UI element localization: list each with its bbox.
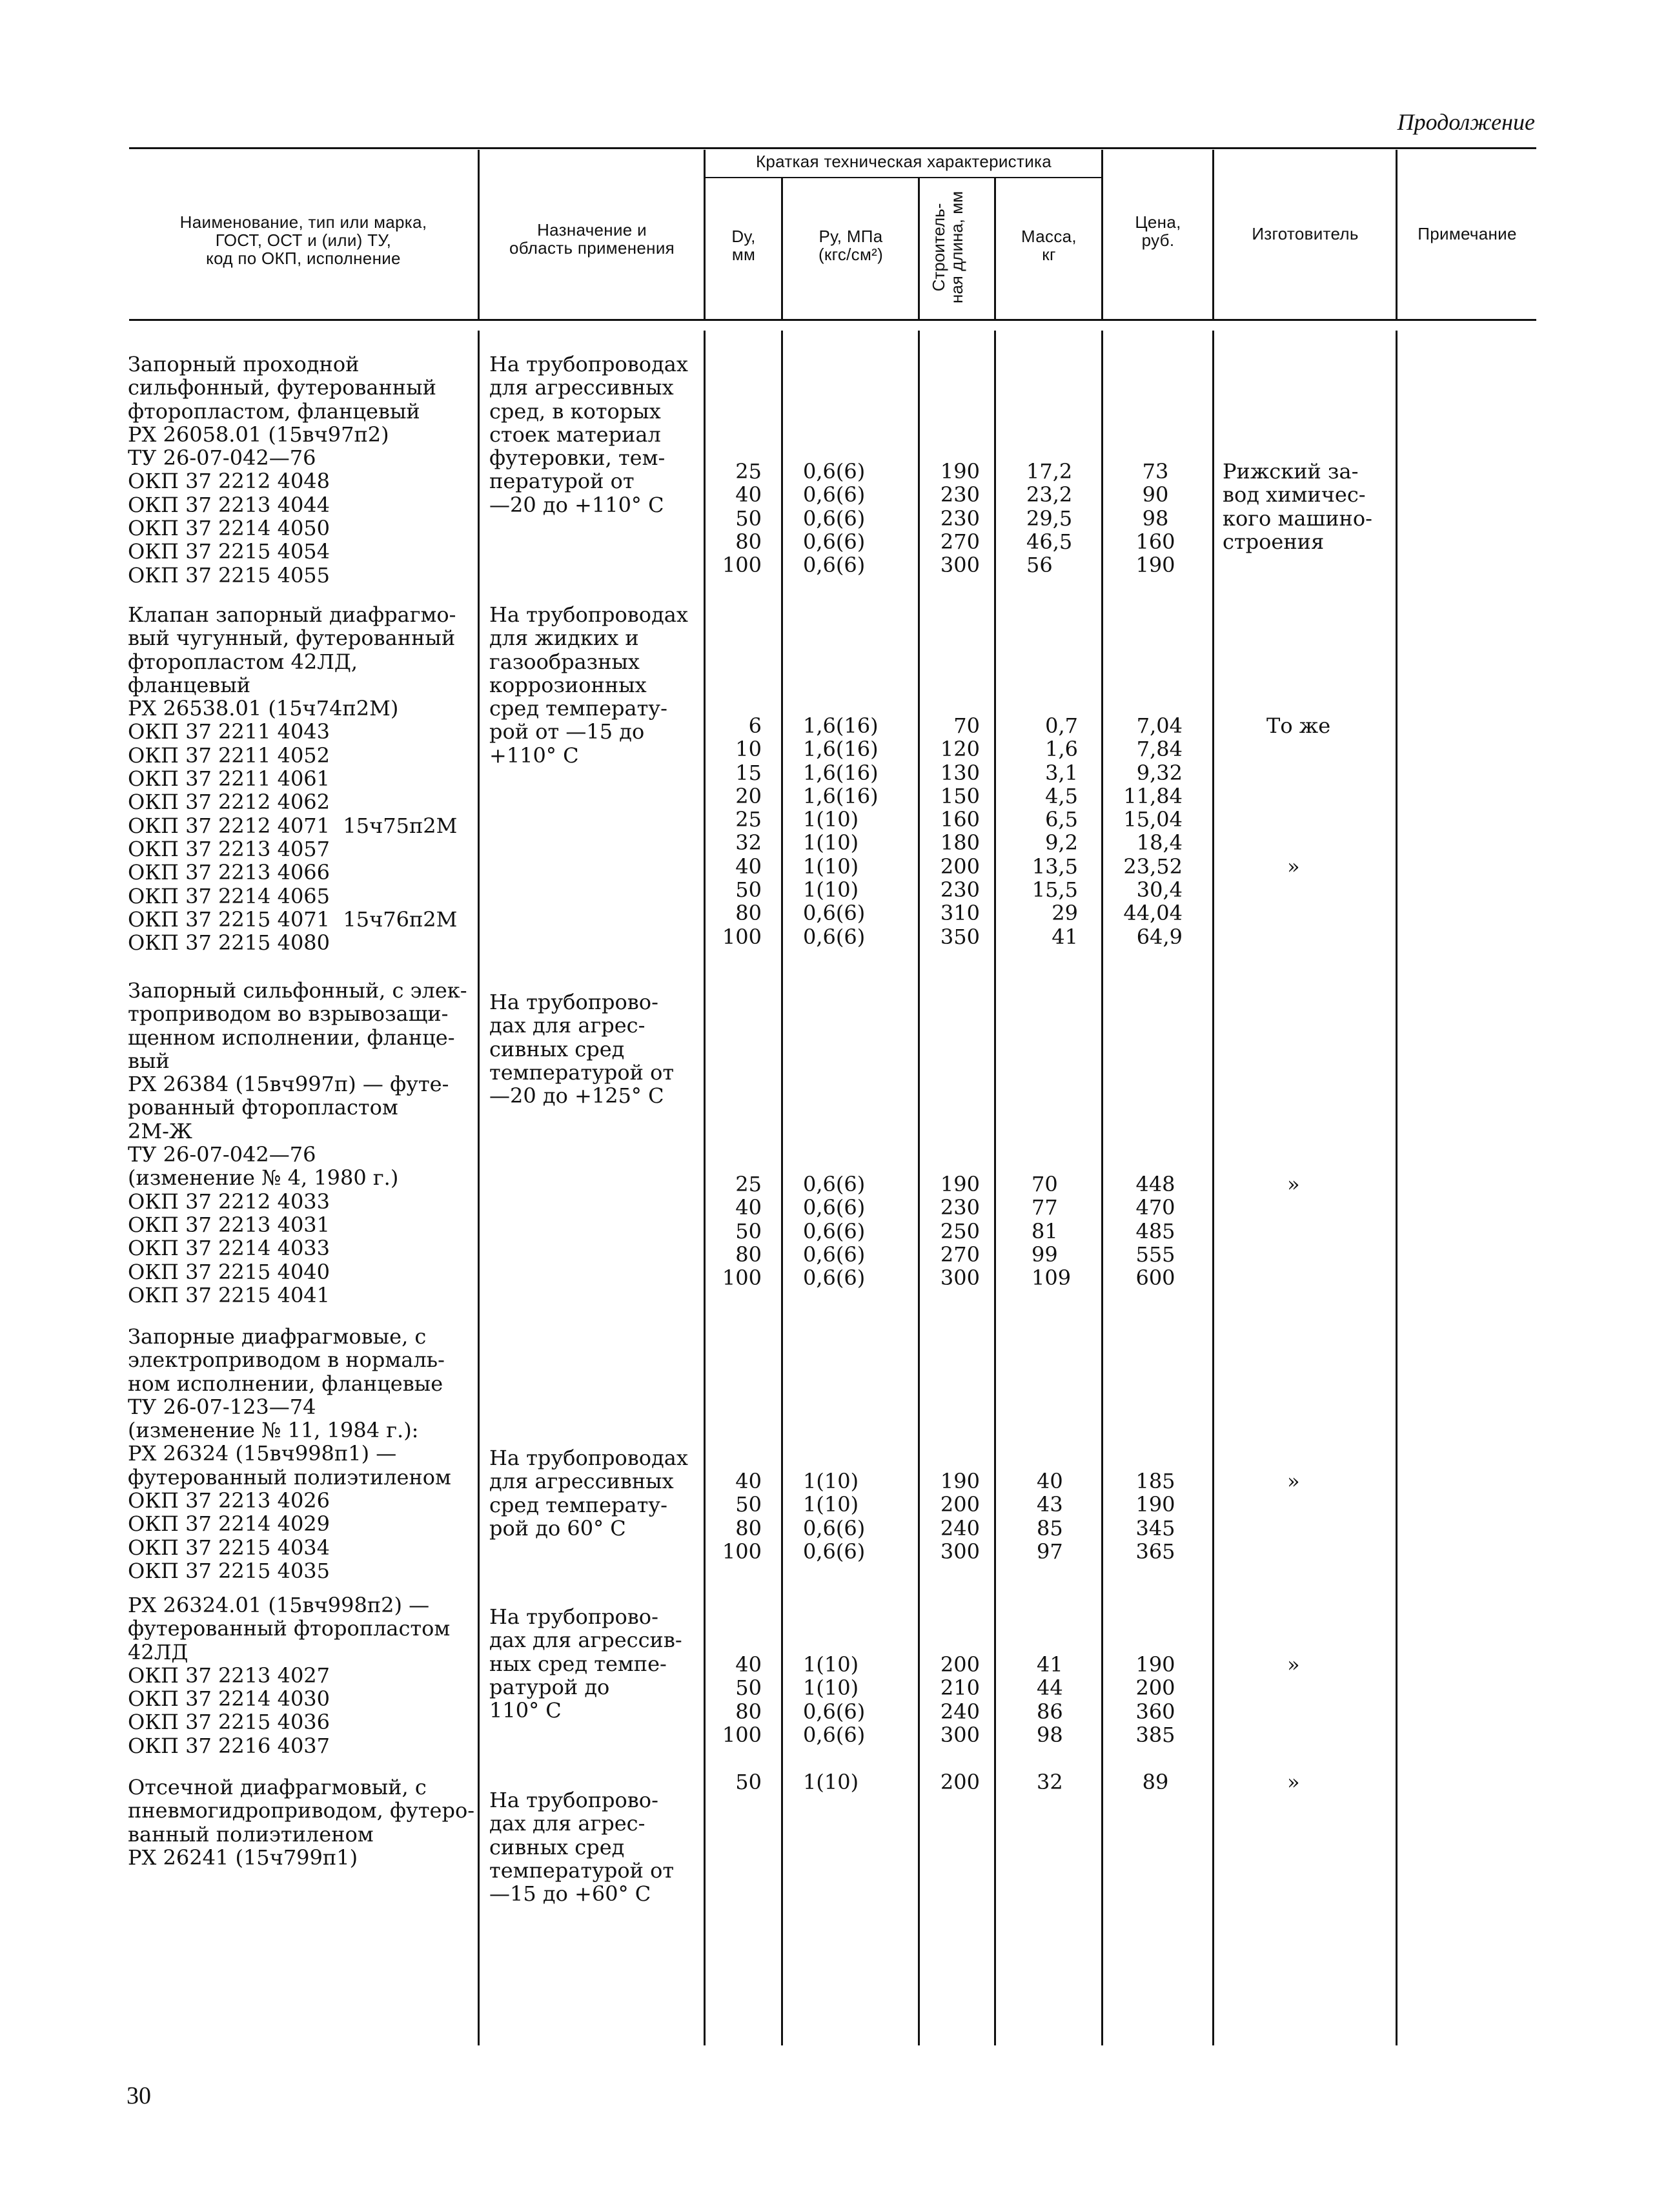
- body-divider-7: [1212, 331, 1214, 2045]
- table-top-rule: [129, 147, 1536, 149]
- header-spec-group: Краткая техническая характеристика: [755, 152, 1052, 171]
- row-1-purpose: На трубопроводах для агрессивных сред, в которых стоек материал футеровки, тем- пературой от —20 до +110° С: [489, 352, 688, 517]
- col-divider-6: [1101, 150, 1103, 319]
- body-divider-8: [1396, 331, 1397, 2045]
- row-5-name: РХ 26324.01 (15вч998п2) — футерованный фторопластом 42ЛД ОКП 37 2213 4027 ОКП 37 2214 4030 ОКП 37 2215 4036 ОКП 37 2216 4037: [128, 1593, 451, 1758]
- col-divider-4: [918, 178, 920, 319]
- row-3-py: 0,6(6) 0,6(6) 0,6(6) 0,6(6) 0,6(6): [803, 1172, 866, 1291]
- body-divider-4: [918, 331, 920, 2045]
- header-mass: Масса, кг: [1021, 227, 1077, 264]
- header-note: Примечание: [1418, 224, 1517, 243]
- row-3-length: 190 230 250 270 300: [940, 1172, 980, 1291]
- body-divider-1: [478, 331, 480, 2045]
- header-bottom-rule: [129, 319, 1536, 321]
- spec-group-rule: [704, 177, 1103, 178]
- col-divider-8: [1396, 150, 1397, 319]
- header-dy: Dу, мм: [731, 227, 756, 264]
- row-6-length: 200: [940, 1770, 980, 1794]
- row-2-mass: 0,7 1,6 3,1 4,5 6,5 9,2 13,5 15,5 29 41: [1032, 713, 1078, 949]
- row-3-mass: 70 77 81 99 109: [1032, 1172, 1072, 1291]
- row-4-name: Запорные диафрагмовые, с электроприводом в нормаль- ном исполнении, фланцевые ТУ 26-07-123—74 (изменение № 11, 1984 г.): РХ 26324 (15вч998п1) — футерованный полиэтиленом ОКП 37 2213 4026 ОКП 37 2214 4029 ОКП 37 2215 4034 ОКП 37 2215 4035: [128, 1324, 451, 1583]
- body-divider-5: [994, 331, 996, 2045]
- row-6-maker: »: [1287, 1770, 1300, 1794]
- row-5-maker: »: [1287, 1652, 1300, 1677]
- row-3-price: 448 470 485 555 600: [1135, 1172, 1175, 1291]
- row-5-purpose: На трубопрово- дах для агрессив- ных сред темпе- ратурой до 110° С: [489, 1604, 682, 1723]
- header-maker: Изготовитель: [1252, 224, 1359, 243]
- row-6-price: 89: [1142, 1770, 1169, 1794]
- row-4-maker: »: [1287, 1469, 1300, 1493]
- header-purpose: Назначение и область применения: [509, 220, 675, 258]
- row-2-py: 1,6(16) 1,6(16) 1,6(16) 1,6(16) 1(10) 1(10) 1(10) 1(10) 0,6(6) 0,6(6): [803, 713, 879, 949]
- row-2-name: Клапан запорный диафрагмо- вый чугунный, футерованный фторопластом 42ЛД, фланцевый РХ 26538.01 (15ч74п2М) ОКП 37 2211 4043 ОКП 37 2211 4052 ОКП 37 2211 4061 ОКП 37 2212 4062 ОКП 37 2212 4071 15ч75п2М ОКП 37 2213 4057 ОКП 37 2213 4066 ОКП 37 2214 4065 ОКП 37 2215 4071 15ч76п2М ОКП 37 2215 4080: [128, 602, 458, 956]
- row-4-price: 185 190 345 365: [1135, 1469, 1175, 1564]
- header-py: Pу, МПа (кгс/см²): [818, 227, 884, 264]
- row-6-py: 1(10): [803, 1770, 859, 1794]
- row-1-mass: 17,2 23,2 29,5 46,5 56: [1026, 459, 1073, 578]
- row-6-purpose: На трубопрово- дах для агрес- сивных сред температурой от —15 до +60° С: [489, 1788, 675, 1907]
- row-2-maker-ditto: »: [1287, 854, 1300, 879]
- header-name: Наименование, тип или марка, ГОСТ, ОСТ и (или) ТУ, код по ОКП, исполнение: [179, 212, 427, 268]
- row-2-purpose: На трубопроводах для жидких и газообразных коррозионных сред температу- рой от —15 до +110° С: [489, 602, 688, 768]
- row-1-maker: Рижский за- вод химичес- кого машино- строения: [1223, 459, 1372, 554]
- col-divider-7: [1212, 150, 1214, 319]
- row-6-dy: 50: [735, 1770, 762, 1794]
- page-number: 30: [127, 2082, 151, 2109]
- row-5-price: 190 200 360 385: [1135, 1652, 1175, 1747]
- row-3-maker: »: [1287, 1172, 1300, 1196]
- row-5-mass: 41 44 86 98: [1037, 1652, 1063, 1747]
- row-4-mass: 40 43 85 97: [1037, 1469, 1063, 1564]
- body-divider-6: [1101, 331, 1103, 2045]
- row-2-length: 70 120 130 150 160 180 200 230 310 350: [940, 713, 980, 949]
- col-divider-2: [704, 150, 706, 319]
- page-label: Продолжение: [1397, 109, 1535, 135]
- row-5-py: 1(10) 1(10) 0,6(6) 0,6(6): [803, 1652, 866, 1747]
- col-divider-5: [994, 178, 996, 319]
- body-divider-3: [781, 331, 783, 2045]
- row-4-dy: 40 50 80 100: [722, 1469, 762, 1564]
- row-4-length: 190 200 240 300: [940, 1469, 980, 1564]
- row-6-name: Отсечной диафрагмовый, с пневмогидроприводом, футеро- ванный полиэтиленом РХ 26241 (15ч799п1): [128, 1775, 475, 1870]
- header-price: Цена, руб.: [1135, 212, 1181, 250]
- header-length: Строитель- ная длина, мм: [929, 191, 966, 304]
- row-4-purpose: На трубопроводах для агрессивных сред температу- рой до 60° С: [489, 1446, 688, 1541]
- row-3-name: Запорный сильфонный, с элек- троприводом во взрывозащи- щенном исполнении, фланце- вый РХ 26384 (15вч997п) — футе- рованный фторопластом 2М-Ж ТУ 26-07-042—76 (изменение № 4, 1980 г.) ОКП 37 2212 4033 ОКП 37 2213 4031 ОКП 37 2214 4033 ОКП 37 2215 4040 ОКП 37 2215 4041: [128, 978, 467, 1307]
- row-6-mass: 32: [1037, 1770, 1063, 1794]
- col-divider-1: [478, 150, 480, 319]
- row-1-price: 73 90 98 160 190: [1135, 459, 1175, 578]
- row-4-py: 1(10) 1(10) 0,6(6) 0,6(6): [803, 1469, 866, 1564]
- row-1-name: Запорный проходной сильфонный, футерованный фторопластом, фланцевый РХ 26058.01 (15вч97п2) ТУ 26-07-042—76 ОКП 37 2212 4048 ОКП 37 2213 4044 ОКП 37 2214 4050 ОКП 37 2215 4054 ОКП 37 2215 4055: [128, 352, 436, 588]
- col-divider-3: [781, 178, 783, 319]
- row-1-py: 0,6(6) 0,6(6) 0,6(6) 0,6(6) 0,6(6): [803, 459, 866, 578]
- row-1-length: 190 230 230 270 300: [940, 459, 980, 578]
- row-2-maker: То же: [1266, 713, 1331, 738]
- row-5-dy: 40 50 80 100: [722, 1652, 762, 1747]
- row-3-dy: 25 40 50 80 100: [722, 1172, 762, 1291]
- row-5-length: 200 210 240 300: [940, 1652, 980, 1747]
- body-divider-2: [704, 331, 706, 2045]
- row-1-dy: 25 40 50 80 100: [722, 459, 762, 578]
- row-3-purpose: На трубопрово- дах для агрес- сивных сред температурой от —20 до +125° С: [489, 990, 675, 1109]
- row-2-price: 7,04 7,84 9,32 11,84 15,04 18,4 23,52 30,4 44,04 64,9: [1123, 713, 1183, 949]
- row-2-dy: 6 10 15 20 25 32 40 50 80 100: [722, 713, 762, 949]
